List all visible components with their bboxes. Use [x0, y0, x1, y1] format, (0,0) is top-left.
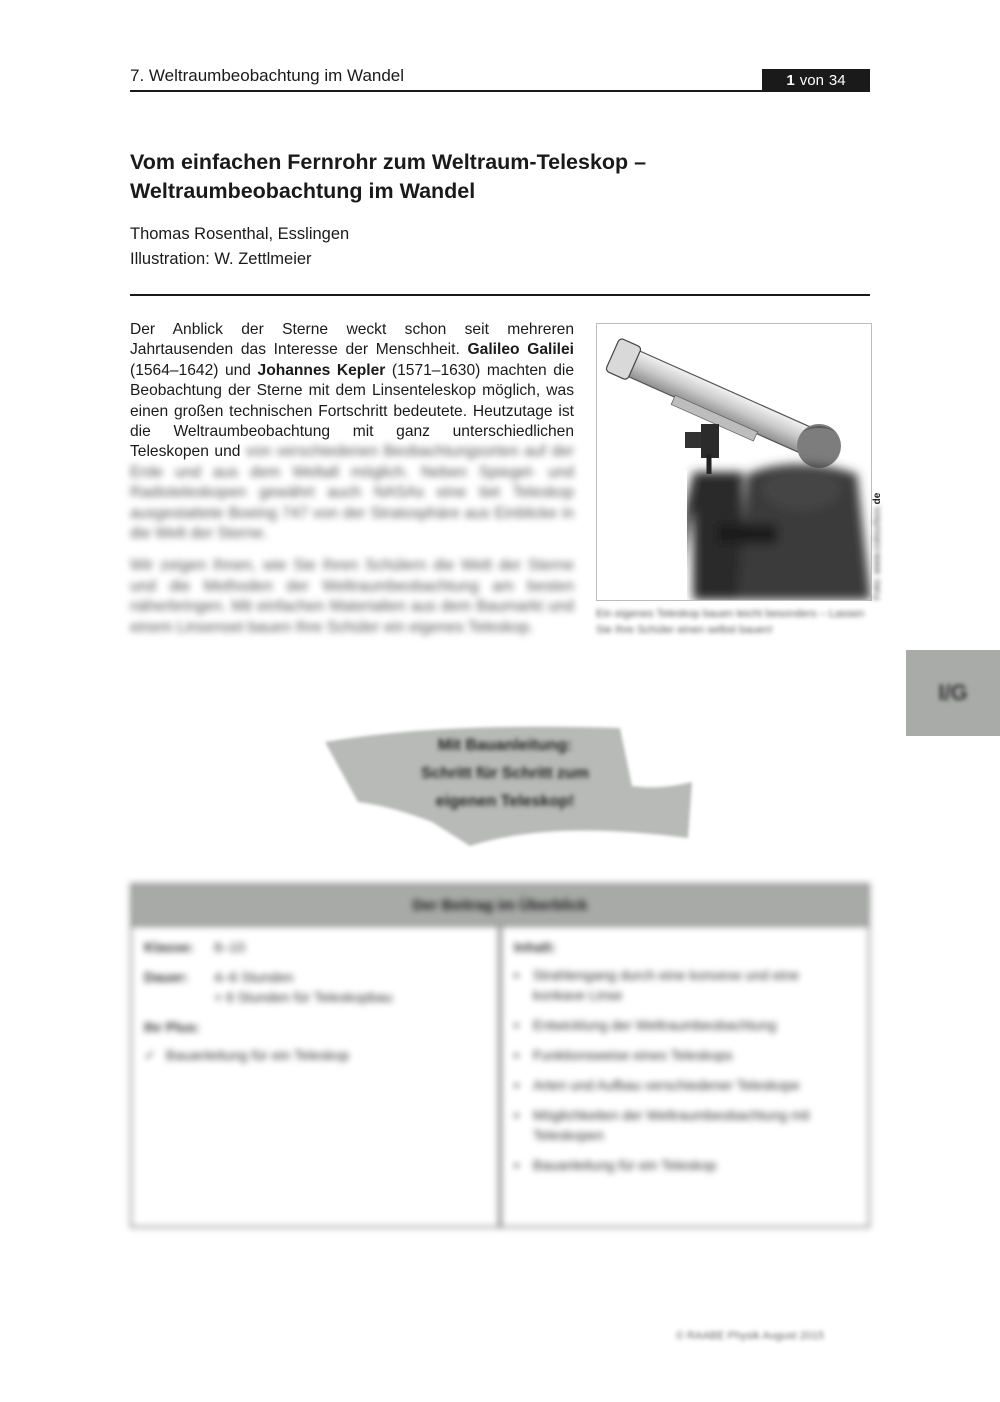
bullet-icon: • — [514, 1017, 519, 1033]
list-item-text: Strahlengang durch eine konvexe und eine konkave Linse — [532, 967, 800, 1003]
list-item-text: Entwicklung der Weltraumbeobachtung — [532, 1017, 777, 1033]
intro-paragraph-1 — [130, 320, 574, 544]
author: Thomas Rosenthal, Esslingen — [130, 225, 350, 243]
page-separator: von — [799, 72, 824, 89]
overview-box — [130, 883, 870, 1228]
header-rule — [130, 90, 870, 92]
list-item-text: Bauanleitung für ein Teleskop — [532, 1157, 717, 1173]
banner-line-3: eigenen Teleskop! — [435, 793, 575, 810]
intro-text-a: Der Anblick der Sterne weckt schon seit mehreren Jahrtausenden das Interesse der Menschheit. — [130, 321, 574, 359]
page-current: 1 — [786, 72, 795, 89]
extra-item-text: Bauanleitung für ein Teleskop — [165, 1047, 350, 1063]
bullet-icon: • — [514, 1077, 519, 1093]
photo-caption: Ein eigenes Teleskop bauen leicht besonders – Lassen Sie Ihre Schüler einen selbst bauen! — [596, 608, 865, 636]
page-total: 34 — [828, 72, 846, 89]
overview-right-column — [514, 937, 854, 1185]
bullet-icon: • — [514, 1047, 519, 1063]
klasse-row — [144, 937, 484, 957]
overview-divider — [498, 927, 502, 1228]
dauer-row — [144, 967, 484, 1007]
overview-heading: Der Beitrag im Überblick — [130, 883, 870, 927]
list-item — [514, 1075, 854, 1095]
intro-text-b: (1564–1642) und — [130, 361, 258, 379]
bullet-icon: • — [514, 1107, 519, 1123]
list-item-text: Arten und Aufbau verschiedener Teleskope — [532, 1077, 800, 1093]
name-galilei: Galileo Galilei — [467, 341, 575, 359]
page-title — [130, 148, 870, 206]
title-line-1: Vom einfachen Fernrohr zum Weltraum-Teleskop – — [130, 150, 647, 174]
banner-line-2: Schritt für Schritt zum — [420, 765, 589, 782]
klasse-value: 8–10 — [214, 939, 246, 955]
klasse-label: Klasse: — [144, 939, 194, 955]
side-tab — [906, 650, 1000, 736]
banner-text — [380, 732, 630, 816]
section-title: 7. Weltraumbeobachtung im Wandel — [130, 66, 405, 85]
inhalt-label: Inhalt: — [514, 939, 556, 955]
bullet-icon: • — [514, 1157, 519, 1173]
photo-credit-blurred: Foto: www.colourbox. — [872, 504, 883, 600]
telescope-photo-image — [597, 324, 871, 600]
telescope-photo — [596, 323, 872, 601]
photo-credit-tld: de — [872, 492, 883, 505]
list-item — [514, 1045, 854, 1065]
name-kepler: Johannes Kepler — [257, 361, 386, 379]
title-rule — [130, 294, 870, 296]
title-line-2: Weltraumbeobachtung im Wandel — [130, 179, 476, 203]
page-counter — [762, 69, 870, 92]
dauer-label: Dauer: — [144, 969, 189, 985]
intro-text — [130, 320, 574, 638]
list-item-text: Möglichkeiten der Weltraumbeobachtung mit Teleskopen — [532, 1107, 810, 1143]
photo-credit — [872, 450, 894, 600]
extra-item — [144, 1045, 484, 1065]
footer-copyright: © RAABE Physik August 2015 — [676, 1330, 825, 1342]
dauer-value-1: 4–6 Stunden — [214, 969, 294, 985]
intro-text-c: (1571–1630) machten die Beobachtung der Sterne mit dem Linsenteleskop möglich, was einen großen technischen Fortschritt bedeutete. Heutzutage ist die Weltraumbeobachtung mit ganz unterschiedlichen Teleskopen und — [130, 361, 575, 461]
illustrator: Illustration: W. Zettlmeier — [130, 250, 312, 268]
list-item-text: Funktionsweise eines Teleskops — [532, 1047, 733, 1063]
list-item — [514, 1105, 854, 1145]
banner-line-1: Mit Bauanleitung: — [437, 737, 573, 754]
intro-paragraph-2: Wir zeigen Ihnen, wie Sie Ihren Schülern die Welt der Sterne und die Methoden der Weltraumbeobachtung am besten näherbringen. Mit einfachen Materialien aus dem Baumarkt und einem Linsenset bauen Ihre Schüler ein eigenes Teleskop. — [130, 557, 574, 636]
side-tab-label: I/G — [938, 680, 968, 705]
extra-label: Ihr Plus: — [144, 1019, 201, 1035]
check-icon: ✓ — [144, 1047, 156, 1063]
list-item — [514, 1155, 854, 1175]
bullet-icon: • — [514, 967, 519, 983]
list-item — [514, 965, 854, 1005]
list-item — [514, 1015, 854, 1035]
dauer-value-2: + 6 Stunden für Teleskopbau — [214, 989, 393, 1005]
overview-left-column — [144, 937, 484, 1065]
intro-blurred-continuation: von verschiedenen Beobachtungsorten auf der Erde und aus dem Weltall möglich. Neben Spiegel- und Radioteleskopen gewährt auch NASAs eine tiet Teleskop ausgestattete Boeing 747 von der Stratosphäre aus Einblicke in die Welt der Sterne. — [130, 443, 574, 543]
